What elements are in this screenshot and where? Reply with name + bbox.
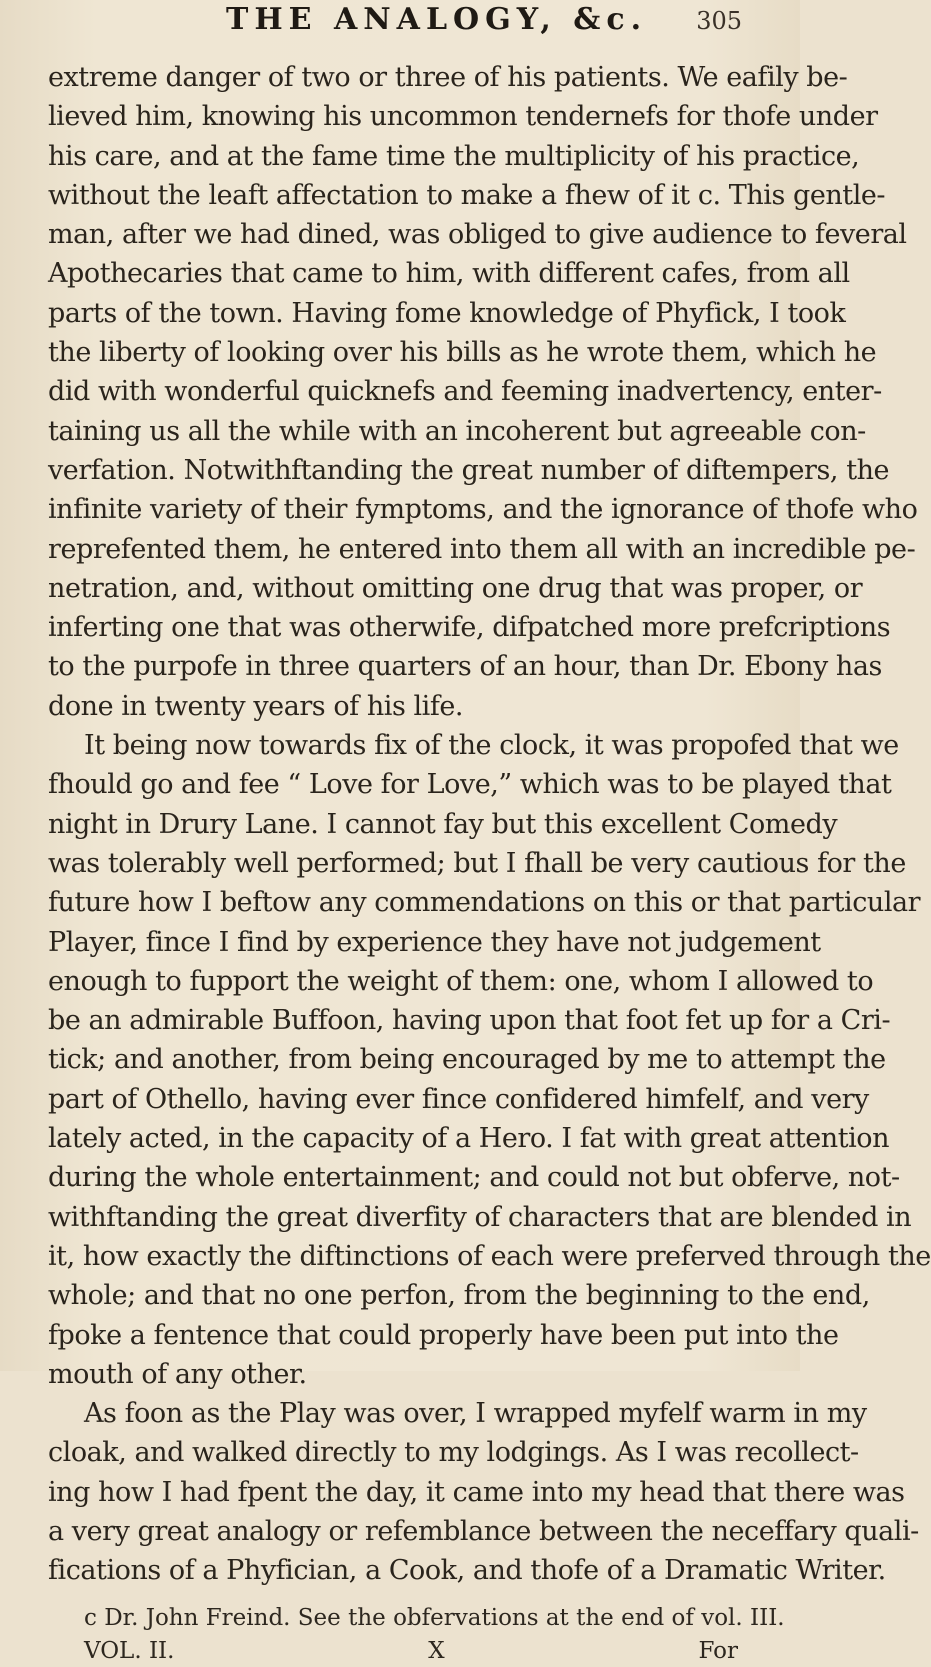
text-line: ing how I had fpent the day, it came into my head that there was (48, 1476, 905, 1508)
text-line: lieved him, knowing his uncommon tendernefs for thofe under (48, 101, 878, 133)
text-line: fpoke a fentence that could properly have been put into the (48, 1319, 839, 1351)
text-line: night in Drury Lane. I cannot fay but this excellent Comedy (48, 808, 838, 840)
text-line: the liberty of looking over his bills as he wrote them, which he (48, 337, 877, 369)
text-line: reprefented them, he entered into them all with an incredible pe- (48, 533, 916, 565)
signature-line (48, 1635, 748, 1667)
catchword: For (698, 1637, 738, 1664)
text-line: fications of a Phyfician, a Cook, and thofe of a Dramatic Writer. (48, 1555, 886, 1587)
text-line: withftanding the great diverfity of characters that are blended in (48, 1201, 912, 1233)
text-line: inferting one that was otherwife, difpatched more prefcriptions (48, 612, 891, 644)
text-line: It being now towards fix of the clock, it was propofed that we (84, 730, 899, 762)
text-line: did with wonderful quicknefs and feeming inadvertency, enter- (48, 376, 882, 408)
text-line: infinite variety of their fymptoms, and the ignorance of thofe who (48, 494, 918, 526)
running-title: THE ANALOGY, &c. (226, 2, 648, 37)
page-number: 305 (696, 7, 742, 35)
signature-mark: X (428, 1637, 445, 1664)
text-line: without the leaft affectation to make a fhew of it c. This gentle- (48, 179, 886, 211)
text-line: future how I beftow any commendations on this or that particular (48, 887, 921, 919)
text-line: As foon as the Play was over, I wrapped myfelf warm in my (84, 1398, 867, 1430)
text-line: to the purpofe in three quarters of an hour, than Dr. Ebony has (48, 651, 882, 683)
text-line: verfation. Notwithftanding the great number of diftempers, the (48, 454, 890, 486)
text-line: lately acted, in the capacity of a Hero. I fat with great attention (48, 1123, 890, 1155)
text-line: man, after we had dined, was obliged to give audience to feveral (48, 219, 907, 251)
text-line: cloak, and walked directly to my lodgings. As I was recollect- (48, 1437, 859, 1469)
text-line: part of Othello, having ever fince confidered himfelf, and very (48, 1083, 869, 1115)
text-line: be an admirable Buffoon, having upon that foot fet up for a Cri- (48, 1005, 891, 1037)
text-line: mouth of any other. (48, 1358, 307, 1390)
text-line: it, how exactly the diftinctions of each were preferved through the (48, 1240, 931, 1272)
text-line: taining us all the while with an incoherent but agreeable con- (48, 415, 866, 447)
body-text (48, 58, 931, 1591)
text-line: was tolerably well performed; but I fhall be very cautious for the (48, 847, 906, 879)
text-line: fhould go and fee “ Love for Love,” which was to be played that (48, 769, 892, 801)
footnote: c Dr. John Freind. See the obfervations at the end of vol. III. (84, 1604, 785, 1631)
text-line: enough to fupport the weight of them: one, whom I allowed to (48, 965, 874, 997)
running-head (48, 0, 748, 58)
text-line: done in twenty years of his life. (48, 690, 464, 722)
text-line: during the whole entertainment; and could not but obferve, not- (48, 1162, 900, 1194)
text-line: whole; and that no one perfon, from the beginning to the end, (48, 1280, 870, 1312)
text-line: netration, and, without omitting one drug that was proper, or (48, 572, 863, 604)
text-line: Apothecaries that came to him, with different cafes, from all (48, 258, 850, 290)
text-line: extreme danger of two or three of his patients. We eafily be- (48, 62, 848, 93)
text-line: Player, fince I find by experience they have not judgement (48, 926, 821, 958)
text-line: tick; and another, from being encouraged by me to attempt the (48, 1044, 886, 1076)
text-line: a very great analogy or refemblance between the neceffary quali- (48, 1515, 919, 1547)
text-line: parts of the town. Having fome knowledge of Phyfick, I took (48, 297, 846, 329)
text-line: his care, and at the fame time the multiplicity of his practice, (48, 140, 860, 172)
volume-mark: VOL. II. (84, 1637, 175, 1664)
